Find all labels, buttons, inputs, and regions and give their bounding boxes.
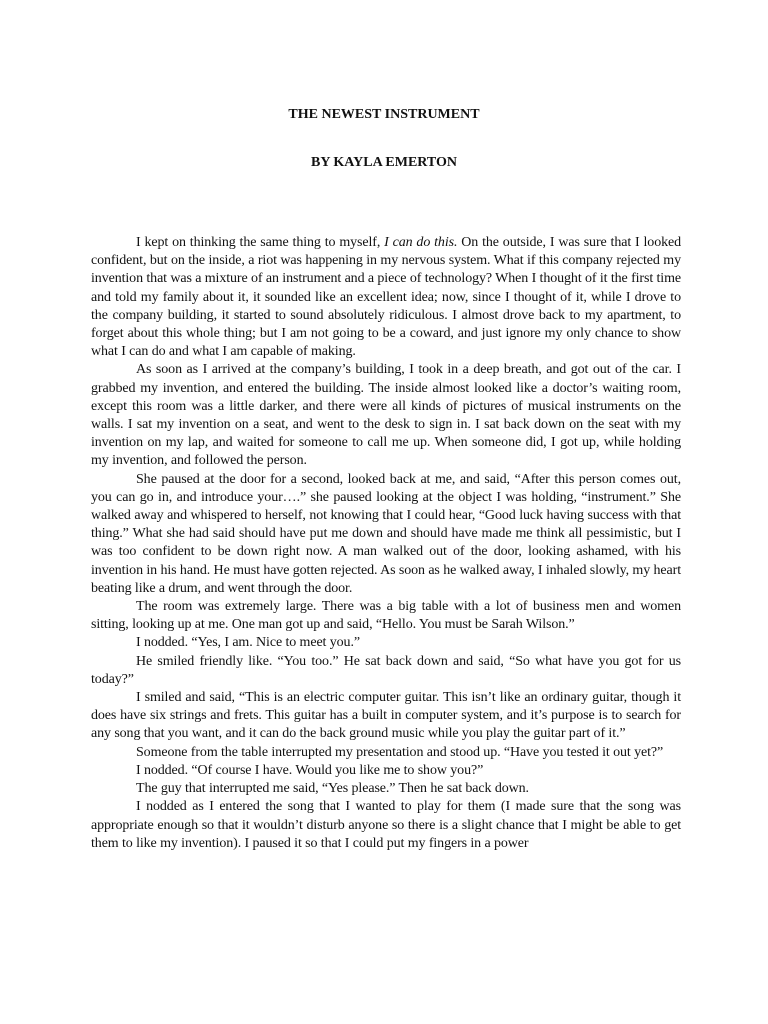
- story-paragraph: [91, 234, 681, 361]
- paragraph-text: On the outside, I was sure that I looked confident, but on the inside, a riot was happening in my nervous system. What if this company rejected my invention that was a mixture of an instrument and a piece of technology? When I thought of it the first time and told my family about it, it sounded like an excellent idea; now, since I thought of it, while I drove to the company building, it started to sound absolutely ridiculous. I almost drove back to my apartment, to forget about this whole thing; but I am not going to be a coward, and just ignore my only chance to show what I can do and what I am capable of making.: [91, 235, 682, 360]
- story-paragraph: He smiled friendly like. “You too.” He sat back down and said, “So what have you got for us today?”: [91, 653, 681, 687]
- story-paragraph: The room was extremely large. There was a big table with a lot of business men and women sitting, looking up at me. One man got up and said, “Hello. You must be Sarah Wilson.”: [91, 599, 681, 633]
- document-byline: BY KAYLA EMERTON: [310, 155, 458, 170]
- story-paragraph: As soon as I arrived at the company’s building, I took in a deep breath, and got out of the car. I grabbed my invention, and entered the building. The inside almost looked like a doctor’s waiting room, except this room was a little darker, and there were all kinds of pictures of musical instruments on the walls. I sat my invention on a seat, and went to the desk to sign in. I sat back down on the seat with my invention on my lap, and waited for someone to call me up. When someone did, I got up, while holding my invention, and followed the person.: [91, 362, 681, 469]
- story-paragraph: I smiled and said, “This is an electric computer guitar. This isn’t like an ordinary guitar, though it does have six strings and frets. This guitar has a built in computer system, and it’s purpose is to search for any song that you want, and it can do the back ground music while you play the guitar part of it.”: [91, 690, 681, 742]
- story-body: [91, 234, 681, 853]
- paragraph-text: I kept on thinking the same thing to myself,: [136, 235, 385, 250]
- story-paragraph: She paused at the door for a second, looked back at me, and said, “After this person comes out, you can go in, and introduce your….” she paused looking at the object I was holding, “instrument.” She walked away and whispered to herself, not knowing that I could hear, “Good luck having success with that thing.” What she had said should have put me down and should have made me think all pessimistic, but I was too confident to be down right now. A man walked out of the door, looking ashamed, with his invention in his hand. He must have gotten rejected. As soon as he walked away, I inhaled slowly, my heart beating like a drum, and went through the door.: [91, 471, 681, 596]
- story-paragraph: I nodded. “Yes, I am. Nice to meet you.”: [136, 635, 360, 651]
- story-paragraph: I nodded as I entered the song that I wanted to play for them (I made sure that the song was appropriate enough so that it wouldn’t disturb anyone so there is a slight chance that I might be able to get them to like my invention). I paused it so that I could put my fingers in a power: [91, 799, 681, 851]
- italic-thought: I can do this.: [384, 235, 458, 250]
- story-paragraph: I nodded. “Of course I have. Would you like me to show you?”: [136, 762, 484, 778]
- story-paragraph: Someone from the table interrupted my presentation and stood up. “Have you tested it out yet?”: [136, 744, 664, 760]
- story-paragraph: The guy that interrupted me said, “Yes please.” Then he sat back down.: [136, 781, 529, 797]
- document-title: THE NEWEST INSTRUMENT: [288, 107, 480, 122]
